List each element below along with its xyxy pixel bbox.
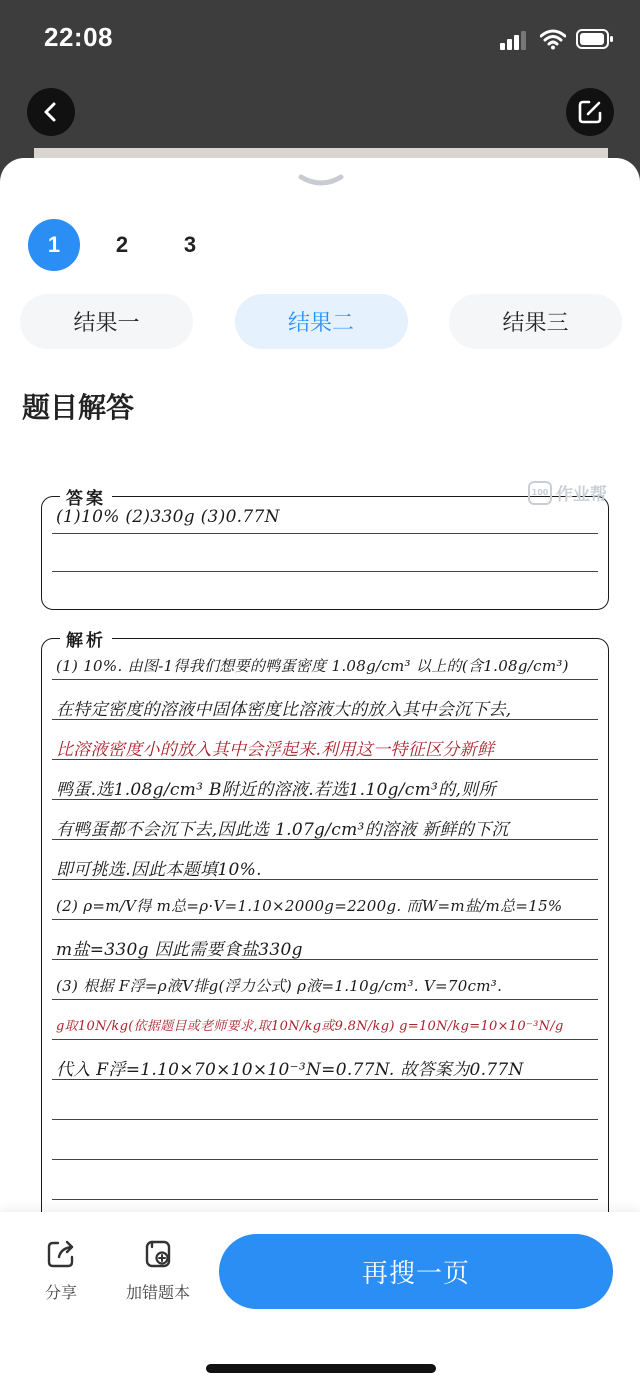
add-wrong-label: 加错题本 [125, 1283, 190, 1302]
share-button[interactable] [38, 1238, 84, 1303]
answer-label: 答案 [60, 484, 112, 509]
home-indicator [206, 1364, 436, 1373]
edit-icon [577, 99, 603, 125]
watermark [528, 480, 607, 505]
status-bar [0, 0, 640, 80]
battery-icon [576, 29, 614, 49]
analysis-line-5: 有鸭蛋都不会沉下去,因此选 1.07g/cm³的溶液 新鲜的下沉 [56, 820, 509, 840]
watermark-badge: 100 [528, 481, 552, 505]
analysis-line-11: 代入 F浮=1.10×70×10×10⁻³N=0.77N. 故答案为0.77N [56, 1060, 524, 1080]
analysis-line-4: 鸭蛋.选1.08g/cm³ B附近的溶液.若选1.10g/cm³的,则所 [56, 780, 496, 800]
result-tabs [20, 294, 622, 349]
add-wrong-icon [142, 1238, 174, 1270]
analysis-label: 解析 [60, 626, 112, 651]
analysis-line-1: (1) 10%. 由图-1得我们想要的鸭蛋密度 1.08g/cm³ 以上的(含1.08g/cm³) [56, 657, 569, 675]
tab-result-2[interactable]: 结果二 [235, 294, 408, 349]
back-button[interactable] [27, 88, 75, 136]
status-time: 22:08 [44, 22, 113, 52]
back-icon [40, 101, 62, 123]
page-2-button[interactable]: 2 [115, 232, 129, 257]
analysis-line-8: m盐=330g 因此需要食盐330g [56, 940, 303, 960]
analysis-line-6: 即可挑选.因此本题填10%. [56, 860, 262, 880]
result-sheet [0, 158, 640, 1388]
watermark-text: 作业帮 [556, 485, 607, 505]
tab-result-3[interactable]: 结果三 [449, 294, 622, 349]
section-title: 题目解答 [22, 391, 135, 424]
analysis-line-3: 比溶液密度小的放入其中会浮起来.利用这一特征区分新鲜 [56, 740, 495, 760]
search-again-button[interactable]: 再搜一页 [219, 1234, 613, 1309]
share-label: 分享 [44, 1283, 77, 1302]
add-wrong-question-button[interactable] [120, 1238, 196, 1303]
wifi-icon [540, 28, 566, 50]
analysis-line-7: (2) ρ=m/V得 m总=ρ·V=1.10×2000g=2200g. 而W=m盐/m总=15% [56, 897, 563, 915]
chevron-down-icon[interactable] [298, 174, 344, 188]
answer-line: (1)10% (2)330g (3)0.77N [56, 507, 280, 527]
answer-sheet-image [28, 470, 618, 1210]
page-selector [28, 220, 232, 270]
share-icon [45, 1238, 77, 1270]
signal-icon [500, 30, 528, 50]
edit-button[interactable] [566, 88, 614, 136]
analysis-line-2: 在特定密度的溶液中固体密度比溶液大的放入其中会沉下去, [56, 700, 512, 720]
page-3-button[interactable]: 3 [183, 232, 197, 257]
page-1-button[interactable]: 1 [28, 219, 80, 271]
analysis-line-10: g取10N/kg(依据题目或老师要求,取10N/kg或9.8N/kg) g=10N/kg=10×10⁻³N/g [56, 1019, 564, 1034]
analysis-line-9: (3) 根据 F浮=ρ液V排g(浮力公式) ρ液=1.10g/cm³. V=70cm³. [56, 977, 503, 995]
analysis-box [41, 631, 609, 1240]
bottom-bar [0, 1212, 640, 1388]
tab-result-1[interactable]: 结果一 [20, 294, 193, 349]
